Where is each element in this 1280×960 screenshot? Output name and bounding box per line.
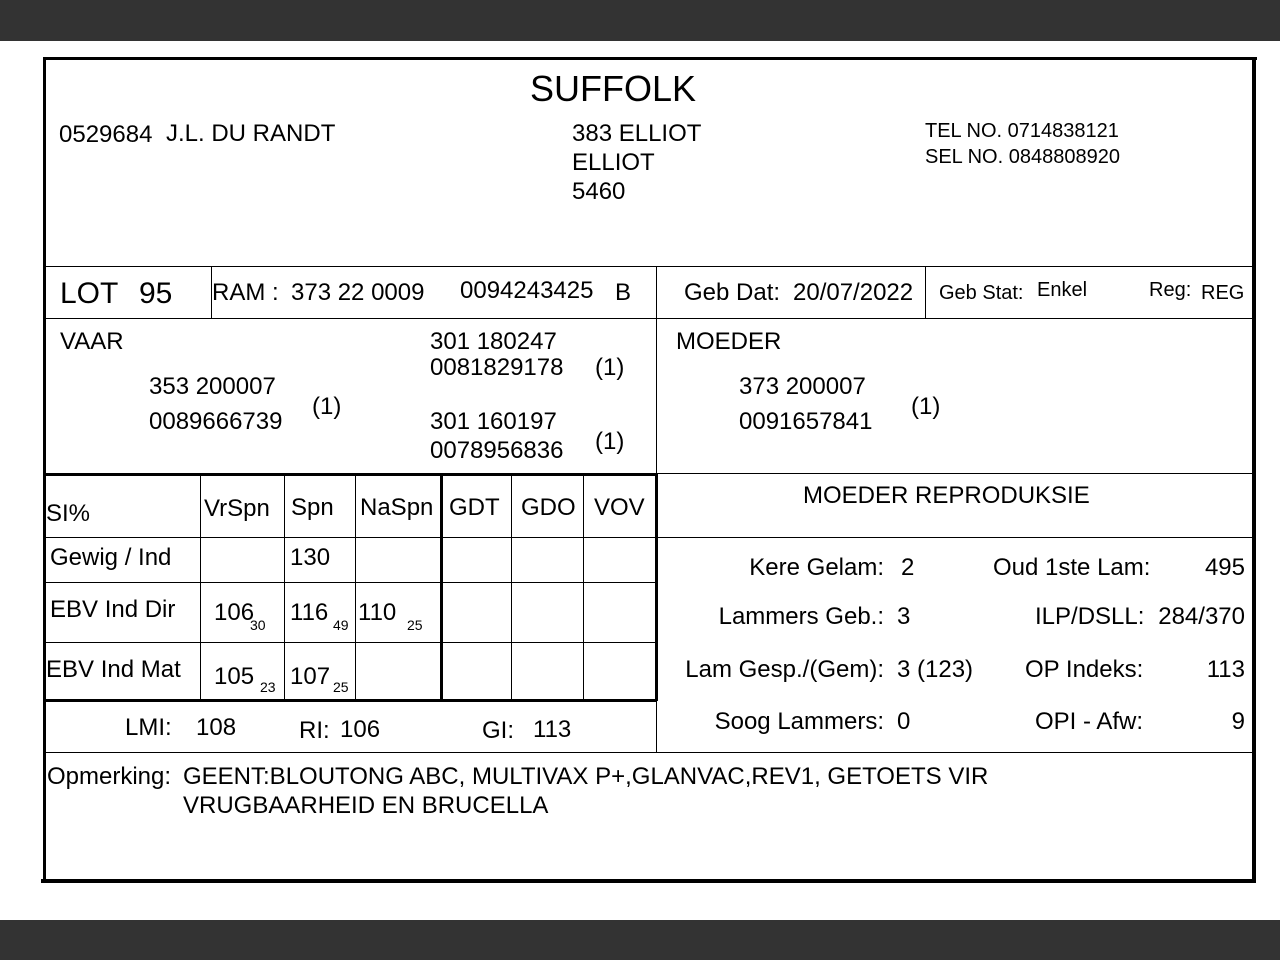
ebv-mat-vrspn-sub: 23 <box>260 679 276 695</box>
col-vrspn <box>200 475 201 699</box>
rule-table-top <box>45 473 657 476</box>
sel-number: SEL NO. 0848808920 <box>925 146 1120 168</box>
ram-grade: B <box>615 279 632 306</box>
grandsire1-id: 301 180247 <box>430 328 557 355</box>
grandsire2-mark: (1) <box>595 428 625 455</box>
moeder-id: 373 200007 <box>739 373 866 400</box>
moeder-label: MOEDER <box>676 328 782 355</box>
grandsire2-no: 0078956836 <box>430 437 564 464</box>
oud-lam-label: Oud 1ste Lam: <box>993 554 1151 581</box>
ebv-mat-spn: 107 <box>290 663 331 690</box>
divider-stat <box>925 266 926 318</box>
lmi-label: LMI: <box>125 714 172 741</box>
rule-row2 <box>45 642 656 643</box>
geb-dat-label: Geb Dat: <box>684 279 781 306</box>
address-line2: ELLIOT <box>572 149 655 176</box>
top-dark-band <box>0 0 1280 41</box>
owner-name: J.L. DU RANDT <box>166 120 336 147</box>
soog-lammers-label: Soog Lammers: <box>714 708 884 735</box>
col-vov <box>583 475 584 699</box>
vaar-id: 353 200007 <box>149 373 276 400</box>
ram-id: 373 22 0009 <box>291 279 425 306</box>
col-gdt <box>440 475 443 699</box>
reg-value: REG <box>1201 282 1245 304</box>
col-gdo <box>511 475 512 699</box>
frame-left <box>43 57 46 883</box>
row-label-gewig: Gewig / Ind <box>50 544 172 571</box>
rule-indices <box>45 752 1253 753</box>
owner-number: 0529684 <box>59 121 153 148</box>
gi-label: GI: <box>482 717 515 744</box>
geb-stat-label: Geb Stat: <box>939 282 1024 304</box>
kere-gelam-label: Kere Gelam: <box>749 554 884 581</box>
ilp-label: ILP/DSLL: <box>1035 603 1145 630</box>
grandsire1-no: 0081829178 <box>430 354 564 381</box>
grandsire2-id: 301 160197 <box>430 408 557 435</box>
reproduksie-title: MOEDER REPRODUKSIE <box>803 482 1090 509</box>
remarks-line2: VRUGBAARHEID EN BRUCELLA <box>183 792 549 819</box>
lammers-geb-label: Lammers Geb.: <box>718 603 884 630</box>
ilp-value: 284/370 <box>1158 603 1245 630</box>
ebv-dir-spn-sub: 49 <box>333 617 349 633</box>
si-header-vrspn: VrSpn <box>204 495 270 522</box>
rule-row1 <box>45 582 656 583</box>
soog-lammers-value: 0 <box>897 708 911 735</box>
si-header-spn: Spn <box>291 494 334 521</box>
rule-table-bottom <box>45 699 657 702</box>
opi-afw-value: 9 <box>1231 708 1245 735</box>
oud-lam-value: 495 <box>1204 554 1245 581</box>
ram-label: RAM : <box>212 279 279 306</box>
frame-right <box>1252 57 1256 883</box>
lot-label: LOT <box>60 277 119 310</box>
vaar-no: 0089666739 <box>149 408 283 435</box>
remarks-label: Opmerking: <box>47 763 172 790</box>
rule-header <box>45 266 1253 267</box>
col-naspn <box>355 475 356 699</box>
lmi-value: 108 <box>196 714 237 741</box>
ebv-mat-vrspn: 105 <box>214 663 255 690</box>
si-header-vov: VOV <box>594 494 645 521</box>
breed-title: SUFFOLK <box>530 68 697 109</box>
vaar-mark: (1) <box>312 393 342 420</box>
row-label-ebv-mat: EBV Ind Mat <box>46 656 181 683</box>
si-header-gdo: GDO <box>521 494 576 521</box>
op-indeks-value: 113 <box>1206 656 1245 683</box>
ri-value: 106 <box>340 716 381 743</box>
ebv-dir-naspn-sub: 25 <box>407 617 423 633</box>
rule-lot <box>45 318 1253 319</box>
gewig-spn: 130 <box>290 544 331 571</box>
remarks-line1: GEENT:BLOUTONG ABC, MULTIVAX P+,GLANVAC,REV1, GETOETS VIR <box>183 763 989 790</box>
gi-value: 113 <box>533 716 572 743</box>
address-line1: 383 ELLIOT <box>572 120 702 147</box>
vaar-label: VAAR <box>60 328 124 355</box>
lot-number: 95 <box>139 277 173 310</box>
ram-reg-no: 0094243425 <box>460 277 594 304</box>
rule-si-header <box>45 537 1253 538</box>
moeder-mark: (1) <box>911 393 941 420</box>
si-corner: SI% <box>46 500 91 527</box>
opi-afw-label: OPI - Afw: <box>1035 708 1144 735</box>
bottom-dark-band <box>0 920 1280 960</box>
grandsire1-mark: (1) <box>595 354 625 381</box>
geb-dat-value: 20/07/2022 <box>793 279 914 306</box>
ri-label: RI: <box>299 717 330 744</box>
ebv-dir-naspn: 110 <box>358 599 397 626</box>
si-header-gdt: GDT <box>449 494 500 521</box>
frame-top <box>43 57 1257 60</box>
geb-stat-value: Enkel <box>1037 279 1088 301</box>
reg-label: Reg: <box>1149 279 1192 301</box>
moeder-no: 0091657841 <box>739 408 873 435</box>
ebv-dir-spn: 116 <box>290 599 329 626</box>
frame-bottom <box>41 879 1255 883</box>
ebv-dir-vrspn: 106 <box>214 599 255 626</box>
ebv-dir-vrspn-sub: 30 <box>250 617 266 633</box>
kere-gelam-value: 2 <box>901 554 915 581</box>
si-header-naspn: NaSpn <box>360 494 434 521</box>
address-line3: 5460 <box>572 178 626 205</box>
row-label-ebv-dir: EBV Ind Dir <box>50 596 176 623</box>
op-indeks-label: OP Indeks: <box>1025 656 1144 683</box>
lam-gesp-value: 3 (123) <box>897 656 974 683</box>
lam-gesp-label: Lam Gesp./(Gem): <box>685 656 884 683</box>
ebv-mat-spn-sub: 25 <box>333 679 349 695</box>
col-spn <box>284 475 285 699</box>
lammers-geb-value: 3 <box>897 603 911 630</box>
tel-number: TEL NO. 0714838121 <box>925 120 1119 142</box>
